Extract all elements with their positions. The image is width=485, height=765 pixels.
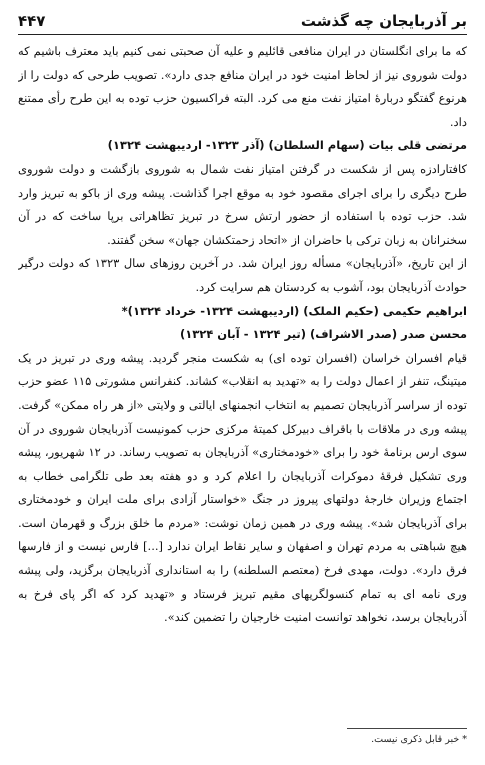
paragraph-4: قیام افسران خراسان (افسران توده ای) به شکست منجر گردید. پیشه وری در تبریز در یک میتینگ، تنفر از اعمال دولت را به «تهدید به انقلاب» کشاند. کنفرانس مشورتی ۱۱۵ عضو حزب توده از سراسر آذربایجان تصمیم به انتخاب انجمنهای ایالتی و ولایتی «از هر راه ممکن» گرفت. پیشه وری در ملاقات با باقراف دبیرکل کمیتهٔ مرکزی حزب کمونیست آذربایجان شوروی در آن سوی ارس برنامهٔ خود را برای «خودمختاری» آذربایجان به تصویب رساند. در ۱۲ شهریور، پیشه وری تشکیل فرقهٔ دموکرات آذربایجان را اعلام کرد و دو هفته بعد طی تلگرامی خطاب به اجتماع وزیران خارجهٔ دولتهای پیروز در جنگ «خواستار آزادی برای ملت ایران و خودمختاری برای آذربایجان شد». پیشه وری در همین زمان نوشت: «مردم ما خلق بزرگ و قهرمان است. هیچ شباهتی به مردم تهران و اصفهان و سایر نقاط ایران ندارد [...] فارس نیست و از فارسها فرق دارد». دولت، مهدی فرخ (معتصم السلطنه) را به استانداری آذربایجان برگزید، ولی پیشه وری نامه ای به تمام کنسولگریهای مقیم تبریز فرستاد و «تهدید کرد که اگر پای فرخ به آذربایجان برسد، نخواهد توانست امنیت خارجیان را تضمین کند». (18, 350, 467, 625)
section-heading-sadr: محسن صدر (صدر الاشراف) (تیر ۱۳۲۴ - آبان ۱۳۲۴) (179, 327, 467, 342)
paragraph-2: کافتارادزه پس از شکست در گرفتن امتیاز نفت شمال به شوروی بازگشت و دولت شوروی طرح دیگری را برای اجرای مقصود خود به موقع اجرا گذاشت. پیشه وری از باکو به تبریز وارد شد. حزب توده با استفاده از حضور ارتش سرخ در تبریز تظاهراتی برپا ساخت که در آن سخنرانان به زبان ترکی با حاضران از «اتحاد زحمتکشان جهان» سخن گفتند. (18, 161, 467, 247)
running-title: بر آذربایجان چه گذشت (300, 12, 467, 30)
section-heading-hakimi: ابراهیم حکیمی (حکیم الملک) (اردیبهشت ۱۳۲۴- خرداد ۱۳۲۴)* (121, 303, 467, 318)
section-heading-bayat: مرتضی قلی بیات (سهام السلطان) (آذر ۱۳۲۳- اردیبهشت ۱۳۲۴) (107, 138, 467, 153)
footnote: * خبر قابل ذکری نیست. (371, 734, 467, 745)
body-text (18, 40, 467, 720)
paragraph-1: که ما برای انگلستان در ایران منافعی قائلیم و علیه آن صحبتی نمی کنیم باید معترف باشیم که دولت شوروی نیز از لحاظ امنیت خود در ایران منافع جدی دارد». تصویب طرحی که دولت را از هرنوع گفتگو دربارهٔ امتیاز نفت منع می کرد. البته فراکسیون حزب توده به این طرح رأی ممتنع داد. (18, 44, 467, 129)
paragraph-3: از این تاریخ، «آذربایجان» مسأله روز ایران شد. در آخرین روزهای سال ۱۳۲۳ که دولت درگیر حوادث آذربایجان بود، آشوب به کردستان هم سرایت کرد. (18, 256, 467, 294)
page-number: ۴۴۷ (18, 12, 46, 30)
footnote-divider (347, 728, 467, 729)
page-header (18, 12, 467, 35)
